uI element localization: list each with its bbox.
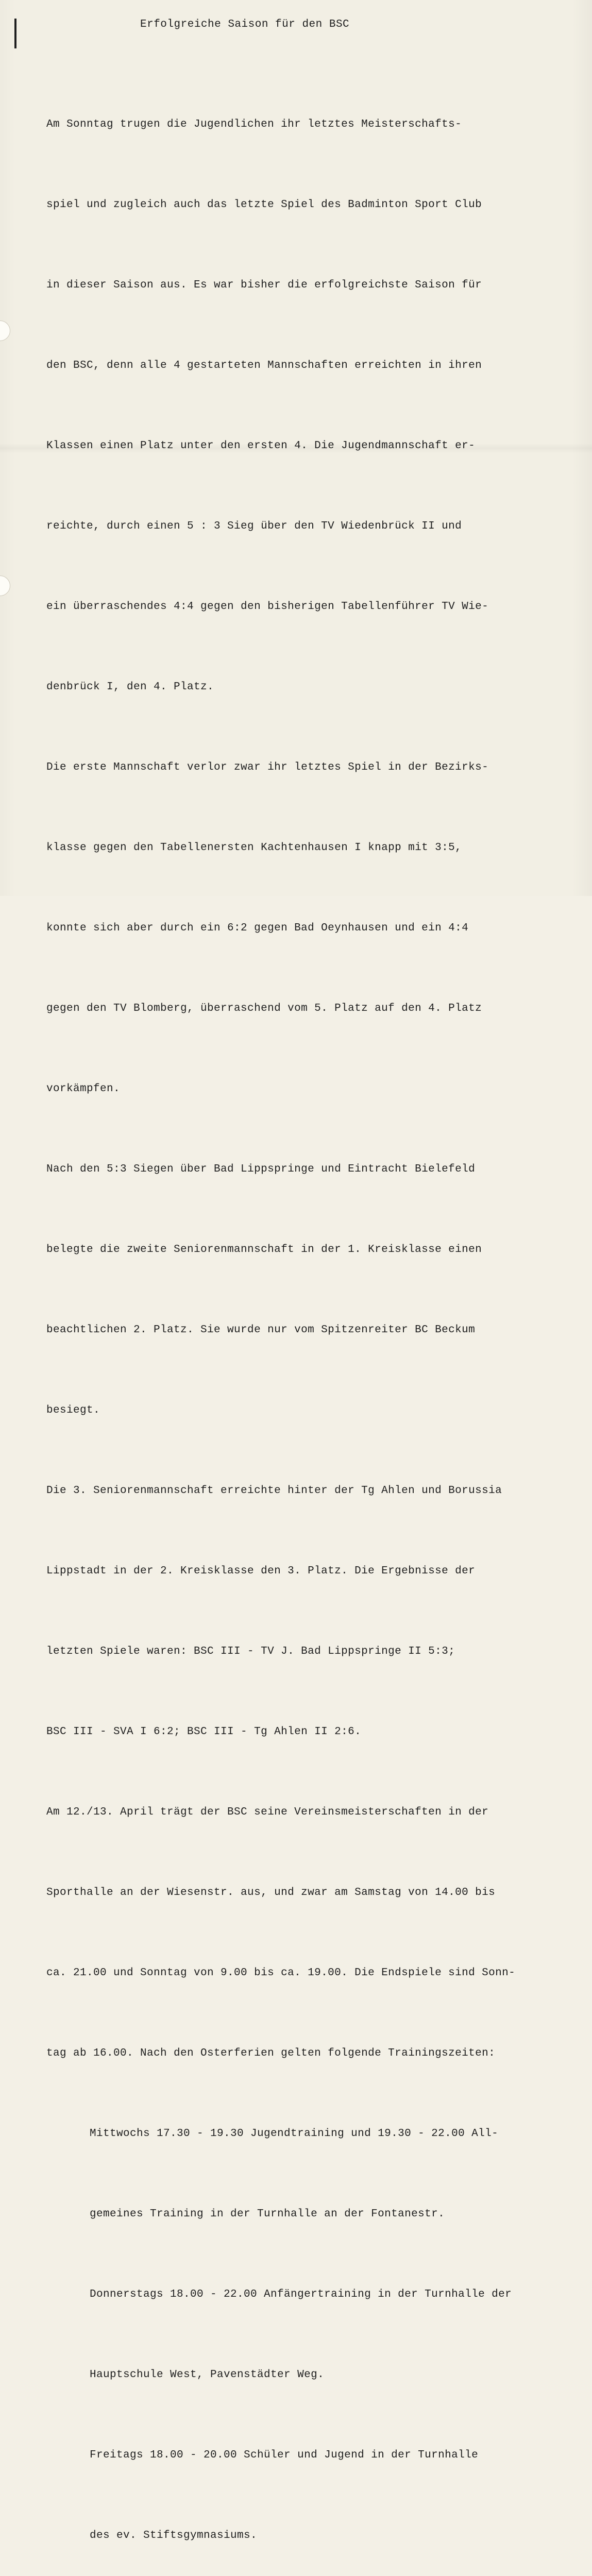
- text-line: in dieser Saison aus. Es war bisher die erfolgreichste Saison für: [46, 279, 482, 291]
- text-line: gegen den TV Blomberg, überraschend vom 5. Platz auf den 4. Platz: [46, 1003, 482, 1014]
- text-line: belegte die zweite Seniorenmannschaft in der 1. Kreisklasse einen: [46, 1244, 482, 1256]
- text-line: Die 3. Seniorenmannschaft erreichte hinter der Tg Ahlen und Borussia: [46, 1485, 502, 1497]
- schedule-line: Donnerstags 18.00 - 22.00 Anfängertraining in der Turnhalle der: [90, 2289, 512, 2300]
- text-line: klasse gegen den Tabellenersten Kachtenhausen I knapp mit 3:5,: [46, 842, 462, 854]
- text-line: den BSC, denn alle 4 gestarteten Mannschaften erreichten in ihren: [46, 360, 482, 371]
- schedule-line: Freitags 18.00 - 20.00 Schüler und Jugend in der Turnhalle: [90, 2449, 479, 2461]
- margin-mark: [14, 19, 16, 48]
- page-title: Erfolgreiche Saison für den BSC: [140, 19, 350, 30]
- text-line: ein überraschendes 4:4 gegen den bisherigen Tabellenführer TV Wie-: [46, 601, 489, 613]
- schedule-line: des ev. Stiftsgymnasiums.: [90, 2530, 258, 2541]
- text-line: spiel und zugleich auch das letzte Spiel des Badminton Sport Club: [46, 199, 482, 211]
- schedule-line: gemeines Training in der Turnhalle an der Fontanestr.: [90, 2208, 445, 2220]
- schedule-line: Mittwochs 17.30 - 19.30 Jugendtraining und 19.30 - 22.00 All-: [90, 2128, 499, 2140]
- text-line: beachtlichen 2. Platz. Sie wurde nur vom Spitzenreiter BC Beckum: [46, 1324, 476, 1336]
- text-line: Sporthalle an der Wiesenstr. aus, und zwar am Samstag von 14.00 bis: [46, 1887, 496, 1899]
- article-body: [46, 58, 567, 2576]
- text-line: vorkämpfen.: [46, 1083, 121, 1095]
- schedule-line: Hauptschule West, Pavenstädter Weg.: [90, 2369, 325, 2381]
- text-line: tag ab 16.00. Nach den Osterferien gelten folgende Trainingszeiten:: [46, 2047, 496, 2059]
- text-line: Nach den 5:3 Siegen über Bad Lippspringe und Eintracht Bielefeld: [46, 1163, 476, 1175]
- text-line: Lippstadt in der 2. Kreisklasse den 3. Platz. Die Ergebnisse der: [46, 1565, 476, 1577]
- text-line: letzten Spiele waren: BSC III - TV J. Bad Lippspringe II 5:3;: [46, 1646, 455, 1657]
- text-line: ca. 21.00 und Sonntag von 9.00 bis ca. 19.00. Die Endspiele sind Sonn-: [46, 1967, 516, 1979]
- text-line: besiegt.: [46, 1404, 100, 1416]
- text-line: Klassen einen Platz unter den ersten 4. Die Jugendmannschaft er-: [46, 440, 476, 452]
- text-line: Am Sonntag trugen die Jugendlichen ihr letztes Meisterschafts-: [46, 118, 462, 130]
- text-line: denbrück I, den 4. Platz.: [46, 681, 214, 693]
- text-line: reichte, durch einen 5 : 3 Sieg über den TV Wiedenbrück II und: [46, 520, 462, 532]
- text-line: Die erste Mannschaft verlor zwar ihr letztes Spiel in der Bezirks-: [46, 761, 489, 773]
- text-line: BSC III - SVA I 6:2; BSC III - Tg Ahlen II 2:6.: [46, 1726, 362, 1738]
- punch-hole: [0, 320, 10, 341]
- punch-hole: [0, 575, 10, 596]
- text-line: konnte sich aber durch ein 6:2 gegen Bad Oeynhausen und ein 4:4: [46, 922, 469, 934]
- text-line: Am 12./13. April trägt der BSC seine Vereinsmeisterschaften in der: [46, 1806, 489, 1818]
